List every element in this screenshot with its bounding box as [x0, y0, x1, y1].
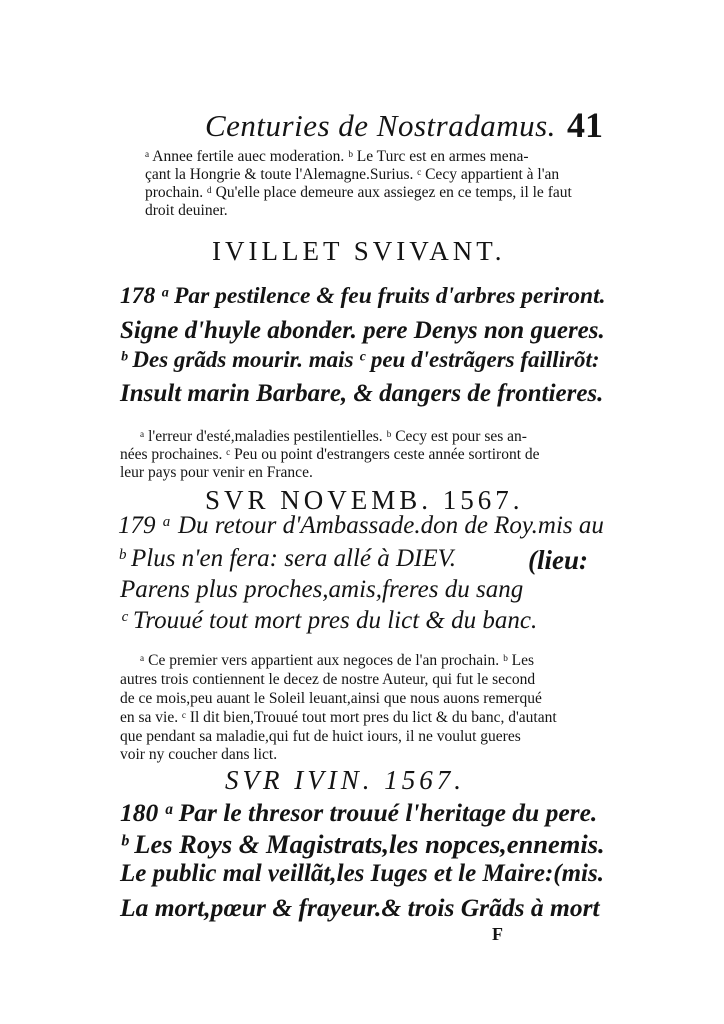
verse-line-continuation: (lieu: — [528, 545, 588, 575]
verse-line: ᵇ Plus n'en fera: sera allé à DIEV. — [118, 545, 456, 572]
note-line: ᵃ Ce premier vers appartient aux negoces de l'an prochain. ᵇ Les — [140, 652, 535, 669]
verse-line: ᵇ Les Roys & Magistrats,les nopces,ennemis. — [120, 829, 605, 859]
note-line: autres trois contiennent le decez de nostre Auteur, qui fut le second — [120, 671, 536, 688]
folio-number: 41 — [567, 105, 603, 145]
note-line: leur pays pour venir en France. — [120, 464, 313, 481]
note-line: ᵃ Annee fertile auec moderation. ᵇ Le Turc est en armes mena- — [145, 148, 529, 165]
section-heading: IVILLET SVIVANT. — [212, 236, 506, 266]
verse-line: Signe d'huyle abonder. pere Denys non gueres. — [120, 317, 605, 344]
signature-mark: F — [492, 924, 503, 944]
note-line: que pendant sa maladie,qui fut de huict iours, il ne voulut gueres — [120, 728, 521, 745]
verse-line: ᵇ Des grãds mourir. mais ᶜ peu d'estrãgers faillirõt: — [120, 347, 600, 372]
note-line: çant la Hongrie & toute l'Alemagne.Surius. ᶜ Cecy appartient à l'an — [145, 166, 560, 183]
note-line: droit deuiner. — [145, 202, 228, 219]
verse-line: La mort,pœur & frayeur.& trois Grãds à mort — [120, 893, 600, 922]
verse-line: 179 ᵃ Du retour d'Ambassade.don de Roy.mis au — [118, 512, 604, 539]
note-line: voir ny coucher dans lict. — [120, 746, 278, 763]
note-line: ᵃ l'erreur d'esté,maladies pestilentielles. ᵇ Cecy est pour ses an- — [140, 428, 527, 445]
section-heading: SVR IVIN. 1567. — [225, 765, 465, 795]
section-heading: SVR NOVEMB. 1567. — [205, 485, 524, 515]
verse-line: 180 ᵃ Par le thresor trouué l'heritage du pere. — [120, 798, 598, 827]
verse-line: Insult marin Barbare, & dangers de frontieres. — [120, 380, 604, 407]
note-line: nées prochaines. ᶜ Peu ou point d'estrangers ceste année sortiront de — [120, 446, 540, 463]
verse-line: Le public mal veillãt,les Iuges et le Maire:(mis. — [120, 860, 604, 887]
verse-line: Parens plus proches,amis,freres du sang — [120, 576, 524, 603]
running-header: Centuries de Nostradamus. — [205, 108, 556, 143]
note-line: prochain. ᵈ Qu'elle place demeure aux assiegez en ce temps, il le faut — [145, 184, 572, 201]
verse-line: ᶜ Trouué tout mort pres du lict & du banc. — [120, 607, 538, 634]
note-line: en sa vie. ᶜ Il dit bien,Trouué tout mort pres du lict & du banc, d'autant — [120, 709, 557, 726]
note-line: de ce mois,peu auant le Soleil leuant,ainsi que nous auons remerqué — [120, 690, 542, 707]
verse-line: 178 ᵃ Par pestilence & feu fruits d'arbres periront. — [120, 283, 606, 309]
